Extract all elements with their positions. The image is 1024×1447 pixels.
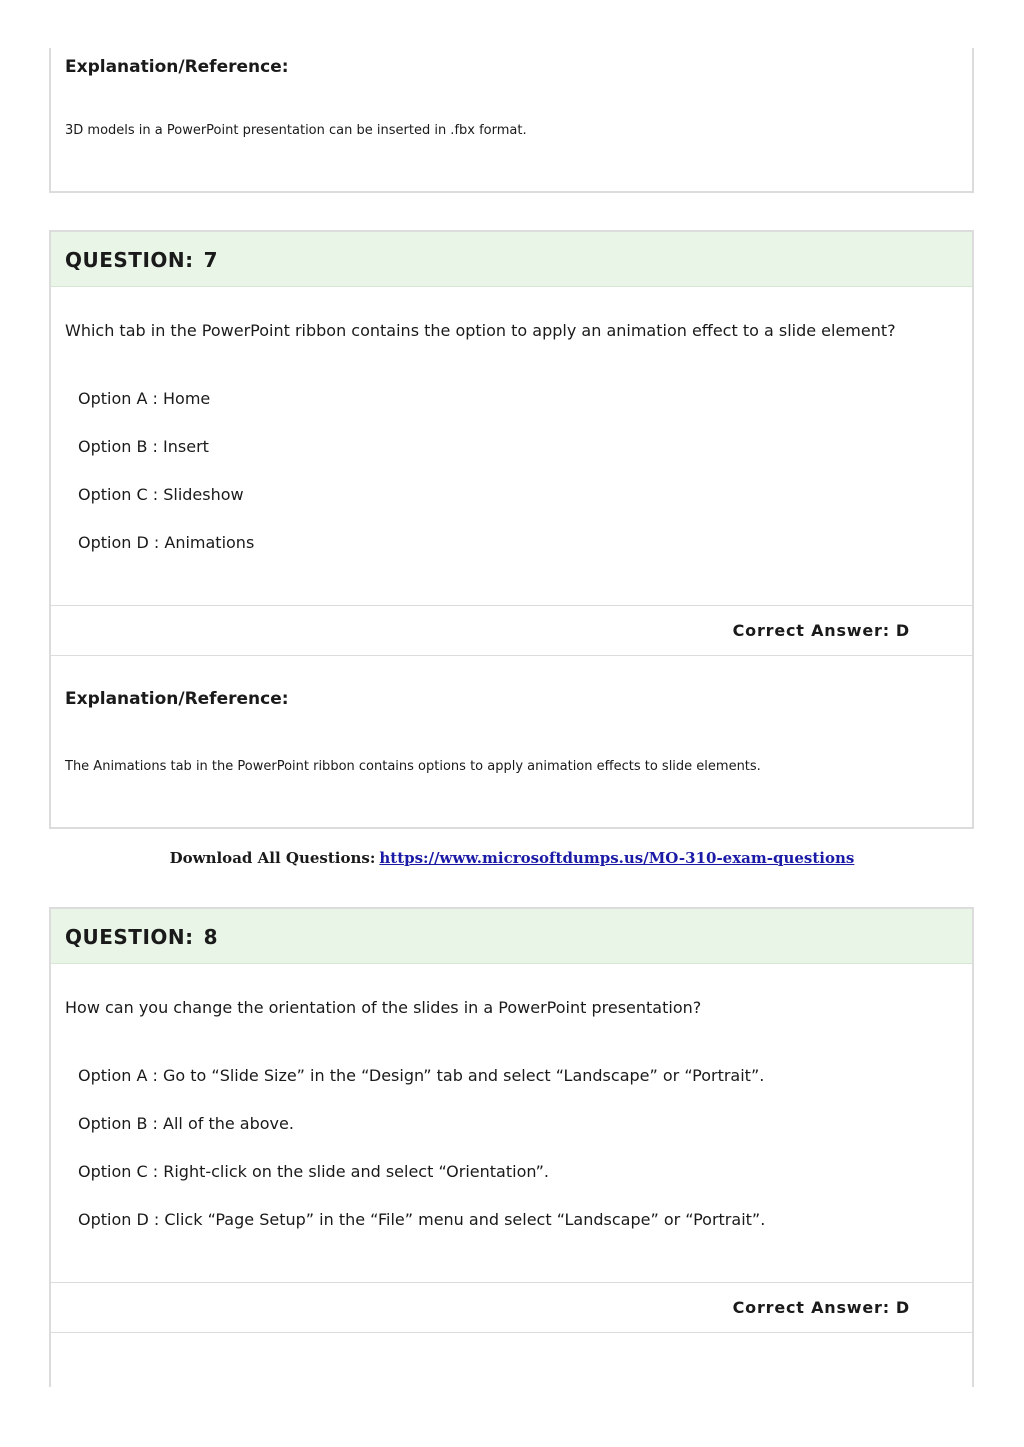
option-c: Option C : Slideshow bbox=[78, 485, 244, 504]
explanation-title: Explanation/Reference: bbox=[65, 689, 289, 709]
download-line bbox=[0, 849, 1024, 867]
correct-answer-label: Correct Answer: bbox=[732, 621, 890, 640]
question-label: QUESTION: bbox=[65, 925, 194, 949]
option-b: Option B : All of the above. bbox=[78, 1114, 294, 1133]
correct-answer-row bbox=[51, 605, 972, 656]
option-c: Option C : Right-click on the slide and select “Orientation”. bbox=[78, 1162, 549, 1181]
explanation-title: Explanation/Reference: bbox=[65, 57, 289, 77]
question-number: 8 bbox=[203, 925, 219, 949]
option-d: Option D : Animations bbox=[78, 533, 255, 552]
option-a: Option A : Go to “Slide Size” in the “Design” tab and select “Landscape” or “Portrait”. bbox=[78, 1066, 765, 1085]
explanation-text: 3D models in a PowerPoint presentation can be inserted in .fbx format. bbox=[65, 123, 527, 138]
correct-answer-value: D bbox=[895, 1298, 910, 1317]
download-link[interactable]: https://www.microsoftdumps.us/MO-310-exam-questions bbox=[379, 849, 855, 867]
option-a: Option A : Home bbox=[78, 389, 211, 408]
question-text: How can you change the orientation of the slides in a PowerPoint presentation? bbox=[65, 998, 702, 1017]
correct-answer-value: D bbox=[895, 621, 910, 640]
question-label: QUESTION: bbox=[65, 248, 194, 272]
option-b: Option B : Insert bbox=[78, 437, 209, 456]
question-header bbox=[51, 232, 972, 287]
download-label: Download All Questions: bbox=[169, 849, 376, 867]
question-header bbox=[51, 909, 972, 964]
correct-answer bbox=[733, 621, 910, 640]
question-card-7 bbox=[49, 230, 974, 829]
correct-answer-row bbox=[51, 1282, 972, 1333]
correct-answer bbox=[733, 1298, 910, 1317]
question-number: 7 bbox=[203, 248, 219, 272]
correct-answer-label: Correct Answer: bbox=[732, 1298, 890, 1317]
question-text: Which tab in the PowerPoint ribbon contains the option to apply an animation effect to a slide element? bbox=[65, 321, 896, 340]
explanation-card-q6 bbox=[49, 48, 974, 193]
explanation-text: The Animations tab in the PowerPoint ribbon contains options to apply animation effects to slide elements. bbox=[65, 759, 761, 774]
question-title bbox=[65, 925, 218, 949]
option-d: Option D : Click “Page Setup” in the “File” menu and select “Landscape” or “Portrait”. bbox=[78, 1210, 766, 1229]
question-title bbox=[65, 248, 218, 272]
question-card-8 bbox=[49, 907, 974, 1387]
